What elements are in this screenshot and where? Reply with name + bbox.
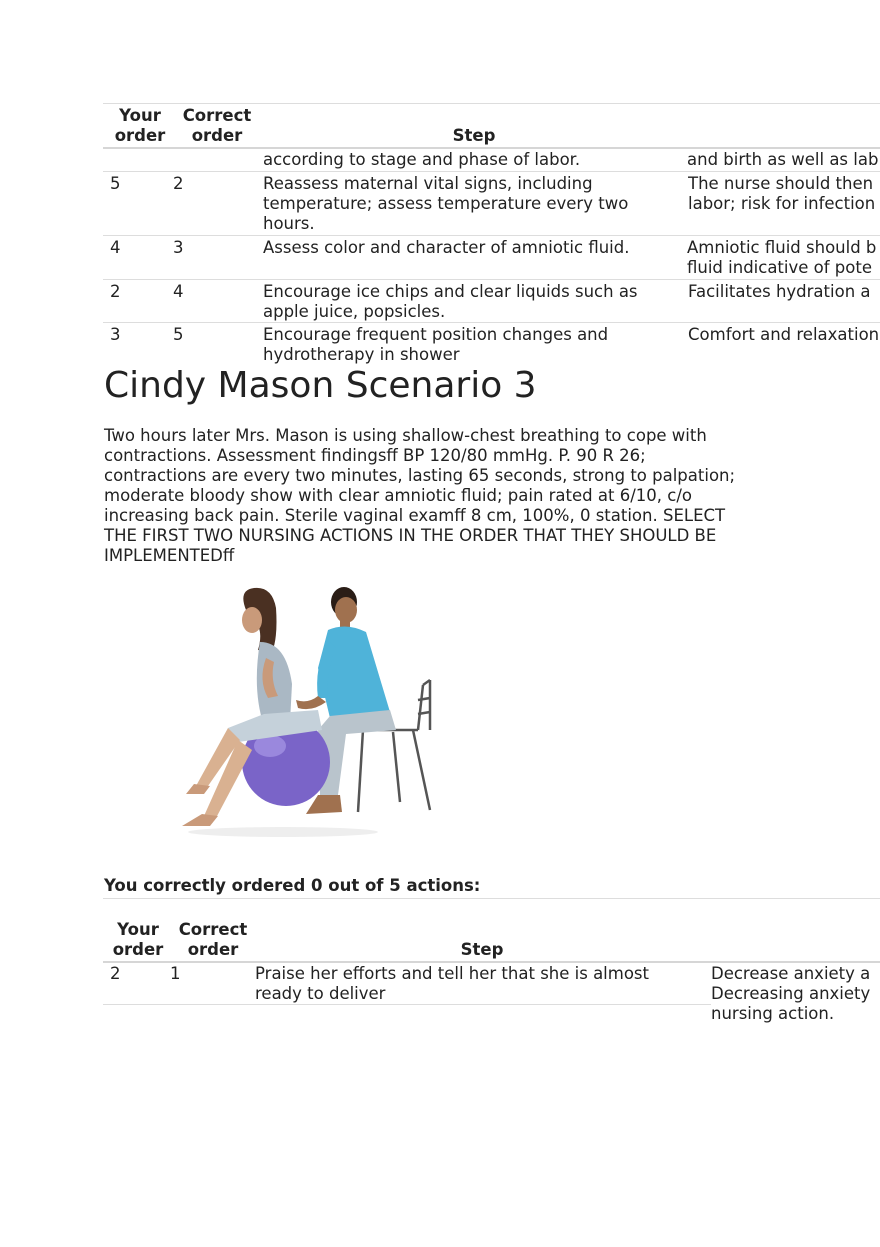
table-row-correct-order: 3 xyxy=(173,238,184,257)
table-row-correct-order: 2 xyxy=(173,174,184,193)
table-row-rationale: Amniotic fluid should b fluid indicative of pote xyxy=(687,238,877,277)
row-divider xyxy=(103,171,880,172)
table-row-correct-order: 5 xyxy=(173,325,184,344)
table1-top-rule xyxy=(103,103,880,104)
table-row-your-order: 2 xyxy=(110,964,121,983)
table-row-step: Reassess maternal vital signs, including temperature; assess temperature every two hours. xyxy=(263,174,629,233)
score-summary: You correctly ordered 0 out of 5 actions: xyxy=(104,876,481,895)
table2-header-correct-order: Correct order xyxy=(178,920,248,959)
row-divider xyxy=(103,279,880,280)
table-row-your-order: 4 xyxy=(110,238,121,257)
table1-header-rule xyxy=(103,147,880,149)
row-divider xyxy=(103,1004,711,1005)
row-divider xyxy=(103,235,880,236)
table-row-step: Encourage ice chips and clear liquids such as apple juice, popsicles. xyxy=(263,282,638,321)
row-divider xyxy=(103,322,880,323)
table-row-rationale: The nurse should then labor; risk for infection xyxy=(688,174,876,213)
table-row-step: Praise her efforts and tell her that she is almost ready to deliver xyxy=(255,964,649,1003)
scenario-intro: Two hours later Mrs. Mason is using shallow-chest breathing to cope with contractions. Assessment findingsff BP 120/80 mmHg. P. 90 R 26; contractions are every two minutes, lasting 65 seconds, strong to palpation; moderate bloody show with clear amniotic fluid; pain rated at 6/10, c/o increasing back pain. Sterile vaginal examff 8 cm, 100%, 0 station. SELECT THE FIRST TWO NURSING ACTIONS IN THE ORDER THAT THEY SHOULD BE IMPLEMENTEDff xyxy=(104,426,736,565)
table-row-correct-order: 4 xyxy=(173,282,184,301)
table-row-your-order: 3 xyxy=(110,325,121,344)
birthing-ball-photo xyxy=(168,580,448,845)
table1-header-your-order: Your order xyxy=(114,106,166,145)
table-row-your-order: 2 xyxy=(110,282,121,301)
table-row-your-order: 5 xyxy=(110,174,121,193)
table2-header-your-order: Your order xyxy=(112,920,164,959)
table2-header-step: Step xyxy=(460,940,504,959)
table-row-correct-order: 1 xyxy=(170,964,181,983)
summary-rule xyxy=(103,898,880,899)
table1-header-step: Step xyxy=(452,126,496,145)
table-row-rationale: Decrease anxiety a Decreasing anxiety nursing action. xyxy=(711,964,871,1023)
table-row-step: according to stage and phase of labor. xyxy=(263,150,581,169)
table-row-rationale: Comfort and relaxation xyxy=(688,325,880,344)
table-row-step: Encourage frequent position changes and hydrotherapy in shower xyxy=(263,325,609,364)
table-row-step: Assess color and character of amniotic fluid. xyxy=(263,238,630,257)
table-row-rationale: Facilitates hydration a xyxy=(688,282,871,301)
table2-header-rule xyxy=(103,961,880,963)
table-row-rationale: and birth as well as lab xyxy=(687,150,879,169)
scenario-title: Cindy Mason Scenario 3 xyxy=(104,365,537,406)
table1-header-correct-order: Correct order xyxy=(182,106,252,145)
